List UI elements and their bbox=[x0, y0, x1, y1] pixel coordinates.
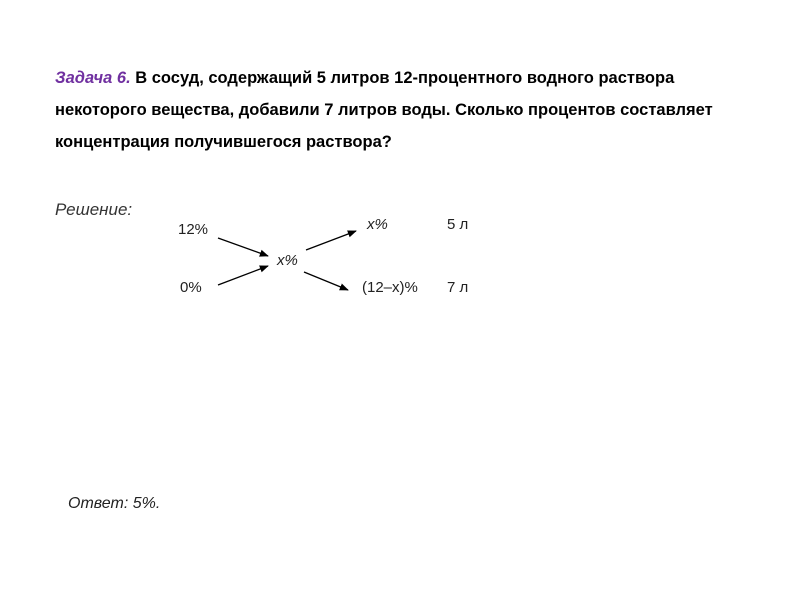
left-top-concentration: 12% bbox=[178, 221, 209, 238]
center-concentration: x% bbox=[277, 252, 298, 269]
right-bottom-difference: (12–x)% bbox=[362, 279, 418, 296]
left-bottom-concentration: 0% bbox=[180, 279, 202, 296]
solution-label: Решение: bbox=[55, 200, 133, 219]
right-top-difference: x% bbox=[367, 216, 388, 233]
arrow-top-left bbox=[218, 238, 268, 256]
answer: Ответ: 5%. bbox=[68, 495, 161, 512]
problem-text: В сосуд, содержащий 5 литров 12-процентного водного раствора некоторого вещества, добавили 7 литров воды. Сколько процентов составляет концентрация получившегося раствора? bbox=[55, 69, 713, 151]
volume-top: 5 л bbox=[447, 216, 469, 233]
arrow-bottom-left bbox=[218, 266, 268, 285]
volume-bottom: 7 л bbox=[447, 279, 469, 296]
arrow-bottom-right bbox=[304, 272, 348, 290]
problem-label: Задача 6. bbox=[55, 69, 131, 87]
arrow-top-right bbox=[306, 231, 356, 250]
